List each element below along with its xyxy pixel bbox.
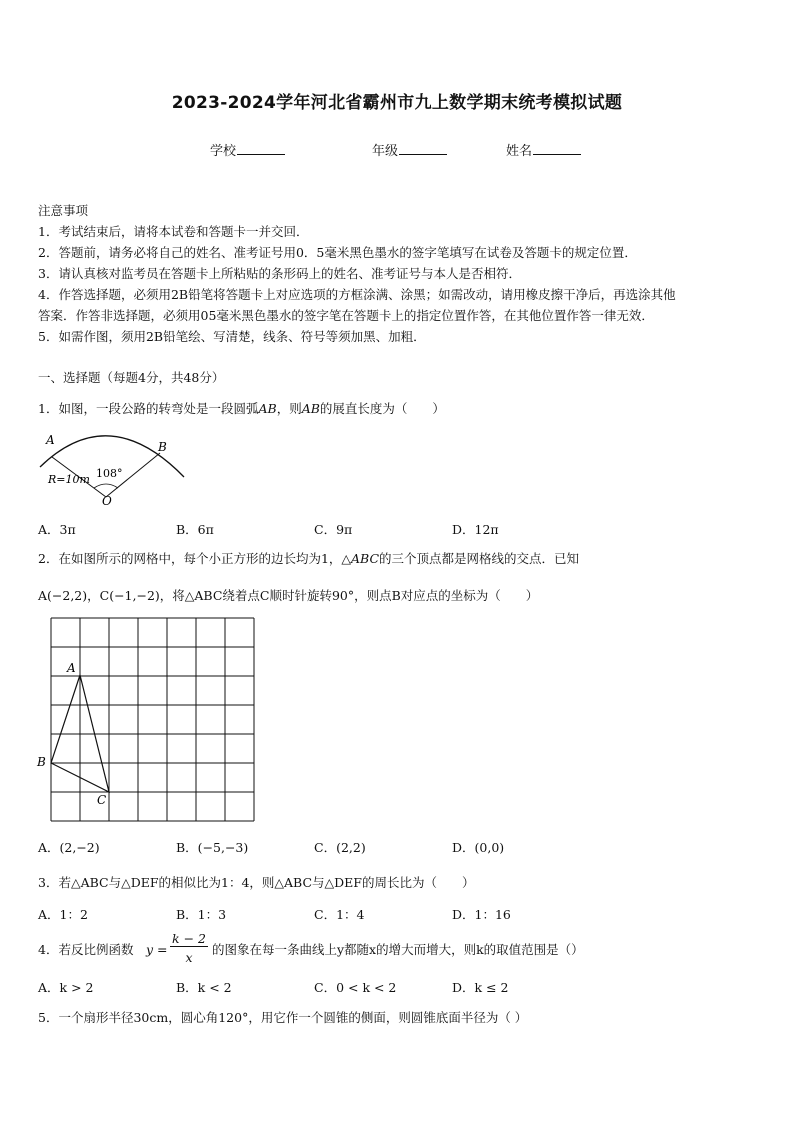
notice-item-4-cont: 答案．作答非选择题，必须用05毫米黑色墨水的签字笔在答题卡上的指定位置作答，在其他位置作答一律无效． [38, 308, 654, 323]
q5-stem: 5．一个扇形半径30cm，圆心角120°，用它作一个圆锥的侧面，则圆锥底面半径为（ ） [38, 1010, 528, 1025]
notice-item-5: 5．如需作图，须用2B铅笔绘、写清楚，线条、符号等须加黑、加粗． [38, 329, 426, 344]
page-title: 2023-2024学年河北省霸州市九上数学期末统考模拟试题 [171, 93, 623, 113]
name-label: 姓名 [506, 144, 533, 159]
school-field [210, 140, 285, 159]
q1-text-b: ，则 [276, 401, 302, 416]
notice-item-4: 4．作答选择题，必须用2B铅笔将答题卡上对应选项的方框涂满、涂黑；如需改动，请用橡皮擦干净后，再选涂其他 [38, 287, 676, 302]
q4-option-d[interactable]: D．k ≤ 2 [452, 980, 509, 995]
q1-text-a: 1．如图，一段公路的转弯处是一段圆弧 [38, 401, 259, 416]
q4-denominator: x [185, 950, 193, 965]
name-blank[interactable] [533, 142, 581, 155]
name-field [506, 140, 581, 159]
grade-blank[interactable] [399, 142, 447, 155]
q2-label-C: C [97, 793, 107, 807]
q2-label-B: B [37, 755, 46, 769]
q2-option-a[interactable]: A．(2,−2) [38, 840, 100, 855]
school-label: 学校 [210, 144, 237, 159]
notice-item-1: 1．考试结束后，请将本试卷和答题卡一并交回． [38, 224, 309, 239]
q4-numerator: k − 2 [170, 931, 208, 947]
q2-stem-1 [38, 551, 579, 567]
q2-stem-2: A(−2,2)，C(−1,−2)，将△ABC绕着点C顺时针旋转90°，则点B对应点的坐标为（ ） [38, 588, 539, 603]
q2-line1b: 的三个顶点都是网格线的交点．已知 [379, 551, 580, 566]
school-blank[interactable] [237, 142, 285, 155]
q1-label-B: B [158, 440, 167, 454]
q2-line1: 2．在如图所示的网格中，每个小正方形的边长均为1， [38, 551, 342, 566]
q4-option-b[interactable]: B．k < 2 [176, 980, 232, 995]
q3-option-b[interactable]: B．1：3 [176, 907, 227, 922]
q3-stem: 3．若△ABC与△DEF的相似比为1：4，则△ABC与△DEF的周长比为（ ） [38, 875, 475, 890]
q3-option-a[interactable]: A．1：2 [38, 907, 88, 922]
q2-option-c[interactable]: C．(2,2) [314, 840, 366, 855]
q1-label-R: R=10m [48, 473, 90, 486]
q1-label-A: A [46, 433, 55, 447]
q1-label-angle: 108° [96, 467, 123, 480]
q4-y-eq: y = [146, 942, 168, 957]
q3-option-c[interactable]: C．1：4 [314, 907, 365, 922]
section-heading: 一、选择题（每题4分，共48分） [38, 370, 225, 385]
q1-option-c[interactable]: C．9π [314, 522, 353, 537]
grade-label: 年级 [372, 144, 399, 159]
notice-item-3: 3．请认真核对监考员在答题卡上所粘贴的条形码上的姓名、准考证号与本人是否相符． [38, 266, 521, 281]
q2-tri: △ABC [341, 551, 380, 566]
q1-arc-figure [34, 425, 194, 510]
q3-option-d[interactable]: D．1：16 [452, 907, 511, 922]
q2-option-d[interactable]: D．(0,0) [452, 840, 505, 855]
q1-option-d[interactable]: D．12π [452, 522, 499, 537]
q1-label-O: O [102, 494, 112, 508]
q4-option-a[interactable]: A．k > 2 [38, 980, 94, 995]
notice-item-2: 2．答题前，请务必将自己的姓名、准考证号用0．5毫米黑色墨水的签字笔填写在试卷及答题卡的规定位置． [38, 245, 637, 260]
q4-option-c[interactable]: C．0 < k < 2 [314, 980, 397, 995]
q1-text-c: 的展直长度为（ ） [319, 401, 445, 416]
grade-field [372, 140, 447, 159]
q1-option-b[interactable]: B．6π [176, 522, 214, 537]
q4-stem-a: 4．若反比例函数 [38, 942, 134, 957]
q2-grid-figure [34, 614, 258, 824]
q4-stem-b: 的图象在每一条曲线上y都随x的增大而增大，则k的取值范围是（） [212, 942, 584, 957]
q2-label-A: A [67, 661, 76, 675]
q1-arc-1: AB [258, 401, 277, 416]
q2-option-b[interactable]: B．(−5,−3) [176, 840, 249, 855]
notice-heading: 注意事项 [38, 203, 89, 218]
q1-option-a[interactable]: A．3π [38, 522, 76, 537]
q1-stem [38, 401, 445, 417]
q1-arc-2: AB [301, 401, 320, 416]
q2-grid [51, 618, 254, 821]
